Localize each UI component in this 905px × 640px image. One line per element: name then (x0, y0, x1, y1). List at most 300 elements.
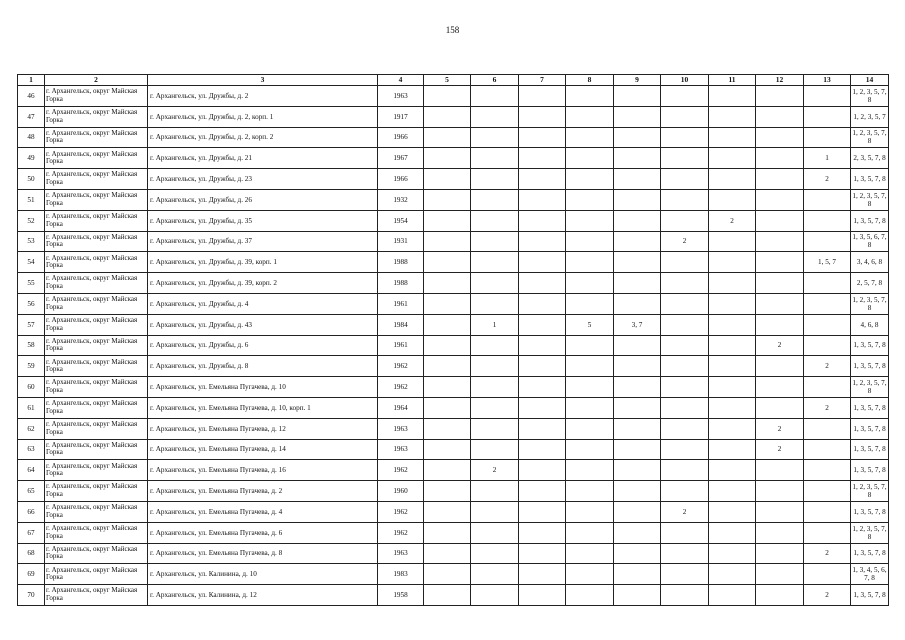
address-cell: г. Архангельск, ул. Дружбы, д. 39, корп. 2 (148, 273, 378, 294)
column-12-cell (756, 356, 804, 377)
district-cell: г. Архангельск, округ Майская Горка (45, 210, 148, 231)
column-5-cell (424, 356, 471, 377)
column-11-cell (709, 314, 756, 335)
district-cell: г. Архангельск, округ Майская Горка (45, 418, 148, 439)
column-6-cell (471, 397, 519, 418)
column-11-cell (709, 148, 756, 169)
column-8-cell (566, 148, 614, 169)
address-cell: г. Архангельск, ул. Емельяна Пугачева, д. 4 (148, 501, 378, 522)
column-12-cell: 2 (756, 418, 804, 439)
year-cell: 1964 (378, 397, 424, 418)
column-7-cell (519, 585, 566, 606)
column-10-cell (661, 127, 709, 148)
table-row (18, 418, 889, 439)
column-6-cell (471, 127, 519, 148)
table-row (18, 335, 889, 356)
column-9-cell (614, 543, 661, 564)
year-cell: 1961 (378, 335, 424, 356)
column-11-cell (709, 231, 756, 252)
column-10-cell (661, 314, 709, 335)
column-11-cell (709, 585, 756, 606)
row-number-cell: 62 (18, 418, 45, 439)
year-cell: 1958 (378, 585, 424, 606)
column-7-cell (519, 148, 566, 169)
year-cell: 1917 (378, 106, 424, 127)
column-10-cell (661, 356, 709, 377)
table-row (18, 252, 889, 273)
column-header: 6 (471, 75, 519, 86)
column-8-cell (566, 169, 614, 190)
column-13-cell (804, 231, 851, 252)
column-13-cell: 2 (804, 585, 851, 606)
district-cell: г. Архангельск, округ Майская Горка (45, 501, 148, 522)
column-14-cell: 1, 3, 5, 7, 8 (851, 356, 889, 377)
column-14-cell: 1, 3, 4, 5, 6, 7, 8 (851, 564, 889, 585)
table-row (18, 189, 889, 210)
column-11-cell (709, 543, 756, 564)
column-10-cell (661, 335, 709, 356)
table-row (18, 86, 889, 107)
row-number-cell: 69 (18, 564, 45, 585)
column-8-cell (566, 335, 614, 356)
row-number-cell: 49 (18, 148, 45, 169)
column-12-cell (756, 252, 804, 273)
column-7-cell (519, 418, 566, 439)
column-13-cell (804, 418, 851, 439)
column-6-cell (471, 189, 519, 210)
column-6-cell (471, 377, 519, 398)
column-11-cell (709, 335, 756, 356)
column-11-cell (709, 356, 756, 377)
column-9-cell (614, 418, 661, 439)
district-cell: г. Архангельск, округ Майская Горка (45, 231, 148, 252)
year-cell: 1962 (378, 460, 424, 481)
column-10-cell (661, 210, 709, 231)
district-cell: г. Архангельск, округ Майская Горка (45, 543, 148, 564)
column-7-cell (519, 273, 566, 294)
address-cell: г. Архангельск, ул. Дружбы, д. 23 (148, 169, 378, 190)
column-9-cell (614, 377, 661, 398)
column-5-cell (424, 127, 471, 148)
column-13-cell (804, 210, 851, 231)
column-6-cell (471, 335, 519, 356)
column-10-cell (661, 543, 709, 564)
year-cell: 1962 (378, 377, 424, 398)
table-body (18, 86, 889, 606)
page-number: 158 (445, 25, 460, 35)
column-12-cell (756, 273, 804, 294)
address-cell: г. Архангельск, ул. Емельяна Пугачева, д. 10, корп. 1 (148, 397, 378, 418)
column-9-cell: 3, 7 (614, 314, 661, 335)
address-cell: г. Архангельск, ул. Дружбы, д. 26 (148, 189, 378, 210)
address-cell: г. Архангельск, ул. Емельяна Пугачева, д. 8 (148, 543, 378, 564)
column-8-cell (566, 273, 614, 294)
column-6-cell: 2 (471, 460, 519, 481)
column-14-cell: 4, 6, 8 (851, 314, 889, 335)
column-14-cell: 1, 3, 5, 6, 7, 8 (851, 231, 889, 252)
column-10-cell (661, 169, 709, 190)
year-cell: 1966 (378, 127, 424, 148)
column-5-cell (424, 148, 471, 169)
column-8-cell (566, 210, 614, 231)
column-14-cell: 3, 4, 6, 8 (851, 252, 889, 273)
district-cell: г. Архангельск, округ Майская Горка (45, 522, 148, 543)
housing-table (17, 74, 889, 606)
column-13-cell (804, 273, 851, 294)
column-12-cell: 2 (756, 439, 804, 460)
address-cell: г. Архангельск, ул. Емельяна Пугачева, д. 10 (148, 377, 378, 398)
column-14-cell: 1, 2, 3, 5, 7, 8 (851, 522, 889, 543)
column-8-cell (566, 397, 614, 418)
column-10-cell: 2 (661, 501, 709, 522)
district-cell: г. Архангельск, округ Майская Горка (45, 106, 148, 127)
column-13-cell (804, 106, 851, 127)
year-cell: 1954 (378, 210, 424, 231)
row-number-cell: 54 (18, 252, 45, 273)
district-cell: г. Архангельск, округ Майская Горка (45, 397, 148, 418)
column-7-cell (519, 86, 566, 107)
column-11-cell (709, 439, 756, 460)
column-11-cell (709, 460, 756, 481)
table-row (18, 169, 889, 190)
row-number-cell: 64 (18, 460, 45, 481)
column-9-cell (614, 460, 661, 481)
column-12-cell (756, 293, 804, 314)
table-row (18, 356, 889, 377)
column-14-cell: 1, 2, 3, 5, 7, 8 (851, 127, 889, 148)
column-8-cell (566, 564, 614, 585)
column-9-cell (614, 564, 661, 585)
row-number-cell: 57 (18, 314, 45, 335)
column-6-cell (471, 481, 519, 502)
row-number-cell: 55 (18, 273, 45, 294)
column-5-cell (424, 86, 471, 107)
column-7-cell (519, 314, 566, 335)
column-14-cell: 1, 3, 5, 7, 8 (851, 335, 889, 356)
column-10-cell (661, 564, 709, 585)
column-10-cell (661, 397, 709, 418)
column-9-cell (614, 189, 661, 210)
column-5-cell (424, 106, 471, 127)
column-6-cell (471, 522, 519, 543)
year-cell: 1962 (378, 501, 424, 522)
year-cell: 1963 (378, 418, 424, 439)
column-6-cell (471, 231, 519, 252)
table-row (18, 481, 889, 502)
column-12-cell (756, 231, 804, 252)
column-5-cell (424, 439, 471, 460)
column-5-cell (424, 481, 471, 502)
address-cell: г. Архангельск, ул. Калинина, д. 12 (148, 585, 378, 606)
address-cell: г. Архангельск, ул. Дружбы, д. 2, корп. 2 (148, 127, 378, 148)
column-14-cell: 2, 3, 5, 7, 8 (851, 148, 889, 169)
column-6-cell (471, 564, 519, 585)
district-cell: г. Архангельск, округ Майская Горка (45, 564, 148, 585)
district-cell: г. Архангельск, округ Майская Горка (45, 189, 148, 210)
column-13-cell (804, 439, 851, 460)
district-cell: г. Архангельск, округ Майская Горка (45, 293, 148, 314)
column-9-cell (614, 210, 661, 231)
column-6-cell (471, 439, 519, 460)
district-cell: г. Архангельск, округ Майская Горка (45, 439, 148, 460)
address-cell: г. Архангельск, ул. Дружбы, д. 8 (148, 356, 378, 377)
column-14-cell: 1, 2, 3, 5, 7, 8 (851, 377, 889, 398)
column-12-cell (756, 169, 804, 190)
column-12-cell (756, 543, 804, 564)
column-9-cell (614, 231, 661, 252)
address-cell: г. Архангельск, ул. Емельяна Пугачева, д. 2 (148, 481, 378, 502)
column-5-cell (424, 564, 471, 585)
column-9-cell (614, 335, 661, 356)
column-5-cell (424, 585, 471, 606)
column-12-cell (756, 127, 804, 148)
district-cell: г. Архангельск, округ Майская Горка (45, 585, 148, 606)
table-row (18, 564, 889, 585)
column-13-cell (804, 335, 851, 356)
column-11-cell (709, 273, 756, 294)
column-5-cell (424, 377, 471, 398)
column-7-cell (519, 335, 566, 356)
district-cell: г. Архангельск, округ Майская Горка (45, 169, 148, 190)
column-8-cell (566, 231, 614, 252)
column-10-cell (661, 585, 709, 606)
column-10-cell (661, 418, 709, 439)
column-13-cell: 2 (804, 169, 851, 190)
district-cell: г. Архангельск, округ Майская Горка (45, 148, 148, 169)
column-header: 3 (148, 75, 378, 86)
column-9-cell (614, 501, 661, 522)
column-8-cell: 5 (566, 314, 614, 335)
column-11-cell (709, 189, 756, 210)
column-5-cell (424, 335, 471, 356)
column-12-cell (756, 106, 804, 127)
column-13-cell: 1 (804, 148, 851, 169)
address-cell: г. Архангельск, ул. Емельяна Пугачева, д. 6 (148, 522, 378, 543)
column-7-cell (519, 397, 566, 418)
column-12-cell (756, 86, 804, 107)
district-cell: г. Архангельск, округ Майская Горка (45, 86, 148, 107)
year-cell: 1988 (378, 252, 424, 273)
column-11-cell (709, 501, 756, 522)
column-9-cell (614, 356, 661, 377)
column-7-cell (519, 460, 566, 481)
column-7-cell (519, 189, 566, 210)
year-cell: 1961 (378, 293, 424, 314)
column-9-cell (614, 86, 661, 107)
year-cell: 1983 (378, 564, 424, 585)
column-11-cell (709, 252, 756, 273)
column-12-cell (756, 210, 804, 231)
column-5-cell (424, 314, 471, 335)
column-6-cell (471, 210, 519, 231)
column-8-cell (566, 460, 614, 481)
column-13-cell (804, 564, 851, 585)
column-7-cell (519, 231, 566, 252)
column-9-cell (614, 439, 661, 460)
column-13-cell (804, 522, 851, 543)
column-5-cell (424, 273, 471, 294)
column-10-cell (661, 189, 709, 210)
year-cell: 1962 (378, 356, 424, 377)
column-10-cell (661, 106, 709, 127)
column-14-cell: 1, 2, 3, 5, 7, 8 (851, 189, 889, 210)
column-14-cell: 1, 3, 5, 7, 8 (851, 439, 889, 460)
column-14-cell: 1, 2, 3, 5, 7 (851, 106, 889, 127)
row-number-cell: 53 (18, 231, 45, 252)
year-cell: 1967 (378, 148, 424, 169)
header-row (18, 75, 889, 86)
column-header: 9 (614, 75, 661, 86)
column-13-cell (804, 460, 851, 481)
row-number-cell: 46 (18, 86, 45, 107)
column-8-cell (566, 501, 614, 522)
table-row (18, 148, 889, 169)
column-9-cell (614, 397, 661, 418)
column-11-cell (709, 127, 756, 148)
column-13-cell: 2 (804, 543, 851, 564)
column-10-cell (661, 439, 709, 460)
row-number-cell: 48 (18, 127, 45, 148)
column-10-cell (661, 273, 709, 294)
district-cell: г. Архангельск, округ Майская Горка (45, 481, 148, 502)
table-row (18, 522, 889, 543)
row-number-cell: 67 (18, 522, 45, 543)
column-8-cell (566, 543, 614, 564)
column-14-cell: 1, 3, 5, 7, 8 (851, 543, 889, 564)
column-13-cell: 2 (804, 356, 851, 377)
column-13-cell (804, 293, 851, 314)
column-10-cell (661, 377, 709, 398)
address-cell: г. Архангельск, ул. Дружбы, д. 2 (148, 86, 378, 107)
row-number-cell: 51 (18, 189, 45, 210)
column-12-cell (756, 314, 804, 335)
row-number-cell: 59 (18, 356, 45, 377)
table-row (18, 397, 889, 418)
address-cell: г. Архангельск, ул. Дружбы, д. 6 (148, 335, 378, 356)
table-row (18, 314, 889, 335)
column-13-cell (804, 86, 851, 107)
table-row (18, 210, 889, 231)
column-12-cell (756, 397, 804, 418)
column-11-cell (709, 564, 756, 585)
year-cell: 1932 (378, 189, 424, 210)
column-5-cell (424, 460, 471, 481)
column-11-cell (709, 418, 756, 439)
table-row (18, 543, 889, 564)
column-5-cell (424, 231, 471, 252)
column-11-cell (709, 377, 756, 398)
year-cell: 1963 (378, 543, 424, 564)
column-6-cell (471, 273, 519, 294)
column-header: 10 (661, 75, 709, 86)
table-row (18, 273, 889, 294)
column-7-cell (519, 439, 566, 460)
column-9-cell (614, 169, 661, 190)
column-14-cell: 2, 5, 7, 8 (851, 273, 889, 294)
column-5-cell (424, 418, 471, 439)
row-number-cell: 68 (18, 543, 45, 564)
column-14-cell: 1, 2, 3, 5, 7, 8 (851, 86, 889, 107)
address-cell: г. Архангельск, ул. Емельяна Пугачева, д. 14 (148, 439, 378, 460)
column-10-cell (661, 481, 709, 502)
column-14-cell: 1, 3, 5, 7, 8 (851, 210, 889, 231)
address-cell: г. Архангельск, ул. Дружбы, д. 39, корп. 1 (148, 252, 378, 273)
column-7-cell (519, 169, 566, 190)
column-8-cell (566, 189, 614, 210)
column-header: 7 (519, 75, 566, 86)
column-13-cell (804, 127, 851, 148)
column-header: 1 (18, 75, 45, 86)
column-13-cell (804, 501, 851, 522)
column-9-cell (614, 585, 661, 606)
column-7-cell (519, 377, 566, 398)
column-7-cell (519, 106, 566, 127)
district-cell: г. Архангельск, округ Майская Горка (45, 356, 148, 377)
column-5-cell (424, 189, 471, 210)
column-14-cell: 1, 3, 5, 7, 8 (851, 460, 889, 481)
year-cell: 1931 (378, 231, 424, 252)
column-8-cell (566, 252, 614, 273)
table-row (18, 585, 889, 606)
row-number-cell: 60 (18, 377, 45, 398)
column-12-cell (756, 189, 804, 210)
column-13-cell (804, 314, 851, 335)
column-8-cell (566, 127, 614, 148)
address-cell: г. Архангельск, ул. Дружбы, д. 43 (148, 314, 378, 335)
column-14-cell: 1, 2, 3, 5, 7, 8 (851, 481, 889, 502)
column-8-cell (566, 481, 614, 502)
column-8-cell (566, 293, 614, 314)
column-header: 12 (756, 75, 804, 86)
district-cell: г. Архангельск, округ Майская Горка (45, 335, 148, 356)
column-6-cell (471, 86, 519, 107)
column-13-cell (804, 481, 851, 502)
column-10-cell (661, 522, 709, 543)
address-cell: г. Архангельск, ул. Дружбы, д. 4 (148, 293, 378, 314)
column-12-cell (756, 501, 804, 522)
column-14-cell: 1, 3, 5, 7, 8 (851, 501, 889, 522)
row-number-cell: 65 (18, 481, 45, 502)
address-cell: г. Архангельск, ул. Калинина, д. 10 (148, 564, 378, 585)
column-5-cell (424, 252, 471, 273)
table-row (18, 501, 889, 522)
column-5-cell (424, 169, 471, 190)
year-cell: 1960 (378, 481, 424, 502)
address-cell: г. Архангельск, ул. Емельяна Пугачева, д. 16 (148, 460, 378, 481)
row-number-cell: 47 (18, 106, 45, 127)
column-12-cell (756, 460, 804, 481)
column-14-cell: 1, 2, 3, 5, 7, 8 (851, 293, 889, 314)
address-cell: г. Архангельск, ул. Дружбы, д. 2, корп. 1 (148, 106, 378, 127)
table-row (18, 377, 889, 398)
column-7-cell (519, 293, 566, 314)
address-cell: г. Архангельск, ул. Дружбы, д. 21 (148, 148, 378, 169)
column-6-cell (471, 543, 519, 564)
column-11-cell (709, 106, 756, 127)
column-9-cell (614, 127, 661, 148)
row-number-cell: 66 (18, 501, 45, 522)
column-5-cell (424, 522, 471, 543)
address-cell: г. Архангельск, ул. Дружбы, д. 35 (148, 210, 378, 231)
district-cell: г. Архангельск, округ Майская Горка (45, 314, 148, 335)
column-8-cell (566, 377, 614, 398)
year-cell: 1963 (378, 86, 424, 107)
column-5-cell (424, 397, 471, 418)
column-9-cell (614, 252, 661, 273)
column-6-cell (471, 293, 519, 314)
column-10-cell (661, 148, 709, 169)
table-row (18, 460, 889, 481)
